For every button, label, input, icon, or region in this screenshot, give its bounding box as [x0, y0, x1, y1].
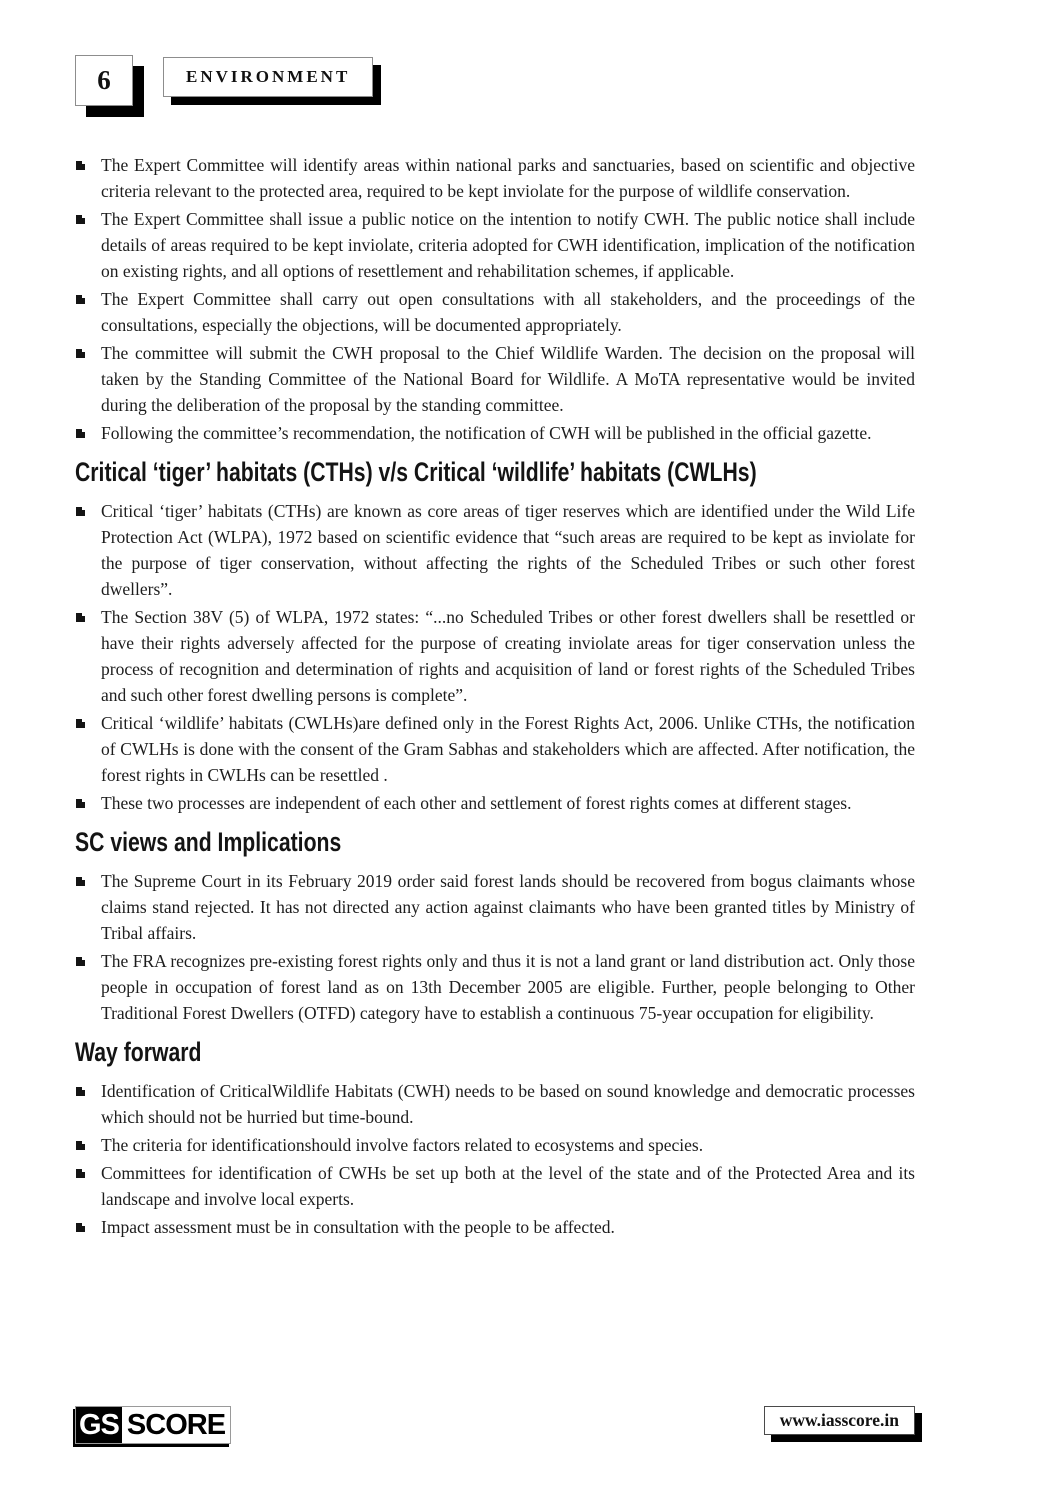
page-number-box: [75, 55, 133, 106]
section-bullet-list: [75, 868, 915, 1026]
section-title: Critical ‘tiger’ habitats (CTHs) v/s Critical ‘wildlife’ habitats (CWLHs): [75, 457, 757, 487]
bullet-text: Critical ‘tiger’ habitats (CTHs) are known as core areas of tiger reserves which are identified under the Wild Life Protection Act (WLPA), 1972 based on scientific evidence that “such areas are required to be kept as inviolate for the purpose of tiger conservation, without affecting the rights of the Scheduled Tribes or such other forest dwellers”.: [101, 501, 915, 599]
list-item: [75, 790, 915, 816]
chapter-title: ENVIRONMENT: [186, 67, 351, 86]
section-sc-views: [75, 826, 915, 1026]
bullet-square-icon: [76, 1141, 85, 1150]
bullet-square-icon: [76, 161, 85, 170]
section-bullet-list: [75, 1078, 915, 1240]
list-item: [75, 340, 915, 418]
bullet-square-icon: [76, 1223, 85, 1232]
bullet-text: The Supreme Court in its February 2019 order said forest lands should be recovered from bogus claimants whose claims stand rejected. It has not directed any action against claimants who have been granted titles by Ministry of Tribal affairs.: [101, 871, 915, 943]
bullet-square-icon: [76, 215, 85, 224]
list-item: [75, 206, 915, 284]
bullet-text: The Section 38V (5) of WLPA, 1972 states: “...no Scheduled Tribes or other forest dwellers shall be resettled or have their rights adversely affected for the purpose of creating inviolate areas for tiger conservation unless the process of recognition and determination of rights and acquisition of land or forest rights of the Scheduled Tribes and such other forest dwelling persons is complete”.: [101, 607, 915, 705]
list-item: [75, 1132, 915, 1158]
bullet-text: The Expert Committee shall carry out open consultations with all stakeholders, and the proceedings of the consultations, especially the objections, will be documented appropriately.: [101, 289, 915, 335]
logo-gs-part: GS: [76, 1407, 122, 1443]
bullet-square-icon: [76, 719, 85, 728]
list-item: [75, 948, 915, 1026]
section-bullet-list: [75, 498, 915, 816]
list-item: [75, 286, 915, 338]
bullet-text: Following the committee’s recommendation, the notification of CWH will be published in the official gazette.: [101, 423, 872, 443]
section-way-forward: [75, 1036, 915, 1240]
list-item: [75, 1078, 915, 1130]
bullet-text: Critical ‘wildlife’ habitats (CWLHs)are defined only in the Forest Rights Act, 2006. Unlike CTHs, the notification of CWLHs is done with the consent of the Gram Sabhas and stakeholders which are affected. After notification, the forest rights in CWLHs can be resettled .: [101, 713, 915, 785]
bullet-text: Identification of CriticalWildlife Habitats (CWH) needs to be based on sound knowledge and democratic processes which should not be hurried but time-bound.: [101, 1081, 915, 1127]
bullet-text: Committees for identification of CWHs be set up both at the level of the state and of the Protected Area and its landscape and involve local experts.: [101, 1163, 915, 1209]
logo-score-part: SCORE: [122, 1407, 230, 1443]
intro-bullet-list: [75, 152, 915, 446]
list-item: [75, 152, 915, 204]
bullet-square-icon: [76, 613, 85, 622]
list-item: [75, 498, 915, 602]
bullet-text: The Expert Committee will identify areas within national parks and sanctuaries, based on scientific and objective criteria relevant to the protected area, required to be kept inviolate for the purpose of wildlife conservation.: [101, 155, 915, 201]
list-item: [75, 868, 915, 946]
list-item: [75, 1160, 915, 1212]
page-footer: [75, 1406, 915, 1444]
bullet-text: Impact assessment must be in consultation with the people to be affected.: [101, 1217, 615, 1237]
bullet-square-icon: [76, 877, 85, 886]
bullet-text: The FRA recognizes pre-existing forest rights only and thus it is not a land grant or land distribution act. Only those people in occupation of forest land as on 13th December 2005 are eligible. Further, people belonging to Other Traditional Forest Dwellers (OTFD) category have to establish a continuous 75-year occupation for eligibility.: [101, 951, 915, 1023]
bullet-text: The Expert Committee shall issue a public notice on the intention to notify CWH. The public notice shall include details of areas required to be kept inviolate, criteria adopted for CWH identification, implication of the notification on existing rights, and all options of resettlement and rehabilitation schemes, if applicable.: [101, 209, 915, 281]
bullet-square-icon: [76, 349, 85, 358]
website-link[interactable]: www.iasscore.in: [764, 1406, 915, 1435]
bullet-square-icon: [76, 429, 85, 438]
list-item: [75, 710, 915, 788]
bullet-square-icon: [76, 295, 85, 304]
bullet-text: The criteria for identificationshould involve factors related to ecosystems and species.: [101, 1135, 704, 1155]
bullet-square-icon: [76, 1169, 85, 1178]
chapter-title-box: [163, 57, 373, 97]
list-item: [75, 604, 915, 708]
section-cth-vs-cwlh: [75, 456, 915, 816]
bullet-square-icon: [76, 507, 85, 516]
list-item: [75, 1214, 915, 1240]
bullet-text: These two processes are independent of each other and settlement of forest rights comes at different stages.: [101, 793, 852, 813]
gsscore-logo: [75, 1406, 231, 1444]
list-item: [75, 420, 915, 446]
bullet-square-icon: [76, 799, 85, 808]
section-title: SC views and Implications: [75, 827, 342, 857]
bullet-square-icon: [76, 957, 85, 966]
section-title: Way forward: [75, 1037, 202, 1067]
page-number: 6: [97, 65, 111, 95]
page-header: [75, 55, 915, 106]
bullet-text: The committee will submit the CWH proposal to the Chief Wildlife Warden. The decision on the proposal will taken by the Standing Committee of the National Board for Wildlife. A MoTA representative would be invited during the deliberation of the proposal by the standing committee.: [101, 343, 915, 415]
bullet-square-icon: [76, 1087, 85, 1096]
